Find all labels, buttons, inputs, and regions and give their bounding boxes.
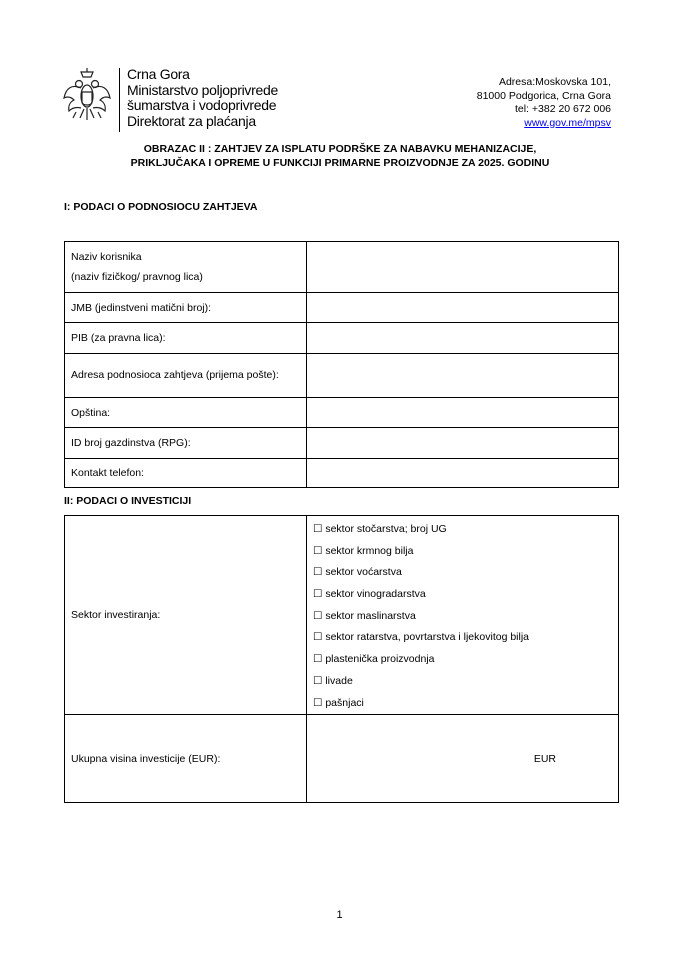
total-label: Ukupna visina investicije (EUR): [65,715,307,803]
applicant-table [64,241,619,488]
sector-option-label: pašnjaci [325,696,364,709]
sector-label: Sektor investiranja: [65,516,307,715]
institution-line: Ministarstvo poljoprivrede [127,81,278,98]
sector-options [307,516,619,715]
institution-name [127,67,278,129]
pib-label: PIB (za pravna lica): [65,323,307,354]
institution-line: Direktorat za plaćanja [127,112,256,129]
address-line: 81000 Podgorica, Crna Gora [476,89,611,102]
rpg-label: ID broj gazdinstva (RPG): [65,428,307,459]
currency-label: EUR [533,752,556,765]
address-label: Adresa podnosioca zahtjeva (prijema pošte): [65,354,307,398]
address-line: Adresa:Moskovska 101, [498,76,611,88]
sector-option[interactable] [313,671,612,693]
table-row [65,323,619,354]
name-sublabel: (naziv fizičkog/ pravnog lica) [71,271,203,283]
sector-option[interactable] [313,541,612,563]
investment-table [64,515,619,803]
sector-option[interactable] [313,606,612,628]
header-divider [119,68,120,132]
table-row [65,428,619,459]
website-link[interactable]: www.gov.me/mpsv [524,116,611,129]
name-label-cell [65,242,307,293]
phone-label: Kontakt telefon: [65,459,307,488]
table-row [65,354,619,398]
sector-option[interactable] [313,584,612,606]
jmb-label: JMB (jedinstveni matični broj): [65,293,307,323]
name-label: Naziv korisnika [71,251,142,263]
checkbox-icon[interactable]: ☐ [313,588,323,601]
checkbox-icon[interactable]: ☐ [313,653,323,666]
section-heading: I: PODACI O PODNOSIOCU ZAHTJEVA [64,201,258,213]
institution-line: Crna Gora [127,66,190,82]
address-field[interactable] [307,354,619,398]
checkbox-icon[interactable]: ☐ [313,674,323,687]
checkbox-icon[interactable]: ☐ [313,544,323,557]
sector-option[interactable] [313,627,612,649]
sector-option-label: sektor ratarstva, povrtarstva i ljekovitog bilja [325,631,530,644]
total-field[interactable] [307,715,619,803]
table-row [65,715,619,803]
section-heading: II: PODACI O INVESTICIJI [64,495,192,507]
municipality-field[interactable] [307,398,619,428]
checkbox-icon[interactable]: ☐ [313,631,323,644]
jmb-field[interactable] [307,293,619,323]
coat-of-arms-icon [62,68,112,126]
checkbox-icon[interactable]: ☐ [313,696,323,709]
sector-option-label: sektor maslinarstva [325,609,416,622]
rpg-field[interactable] [307,428,619,459]
checkbox-icon[interactable]: ☐ [313,566,323,579]
table-row [65,242,619,293]
phone-line: tel: +382 20 672 006 [514,103,611,115]
sector-option-label: sektor vinogradarstva [325,588,426,601]
table-row [65,293,619,323]
sector-option[interactable] [313,562,612,584]
checkbox-icon[interactable]: ☐ [313,609,323,622]
sector-option[interactable] [313,519,612,541]
table-row [65,516,619,715]
sector-option[interactable] [313,693,612,715]
checkbox-icon[interactable]: ☐ [313,523,323,535]
table-row [65,459,619,488]
institution-line: šumarstva i vodoprivrede [127,97,277,113]
sector-option-label: sektor krmnog bilja [325,544,414,557]
sector-option-label: livade [325,674,353,687]
page-number: 1 [336,909,343,921]
table-row [65,398,619,428]
municipality-label: Opština: [65,398,307,428]
contact-address [477,76,611,130]
sector-option-label: sektor voćarstva [325,566,402,579]
form-title-line: PRIKLJUČAKA I OPREME U FUNKCIJI PRIMARNE PROIZVODNJE ZA 2025. GODINU [130,156,550,169]
name-field[interactable] [307,242,619,293]
pib-field[interactable] [307,323,619,354]
form-title-line: OBRAZAC II : ZAHTJEV ZA ISPLATU PODRŠKE ZA NABAVKU MEHANIZACIJE, [143,143,537,155]
form-title [60,143,620,170]
sector-option[interactable] [313,649,612,671]
sector-option-label: plastenička proizvodnja [325,653,435,666]
sector-option-label: sektor stočarstva; broj UG [325,523,447,535]
phone-field[interactable] [307,459,619,488]
